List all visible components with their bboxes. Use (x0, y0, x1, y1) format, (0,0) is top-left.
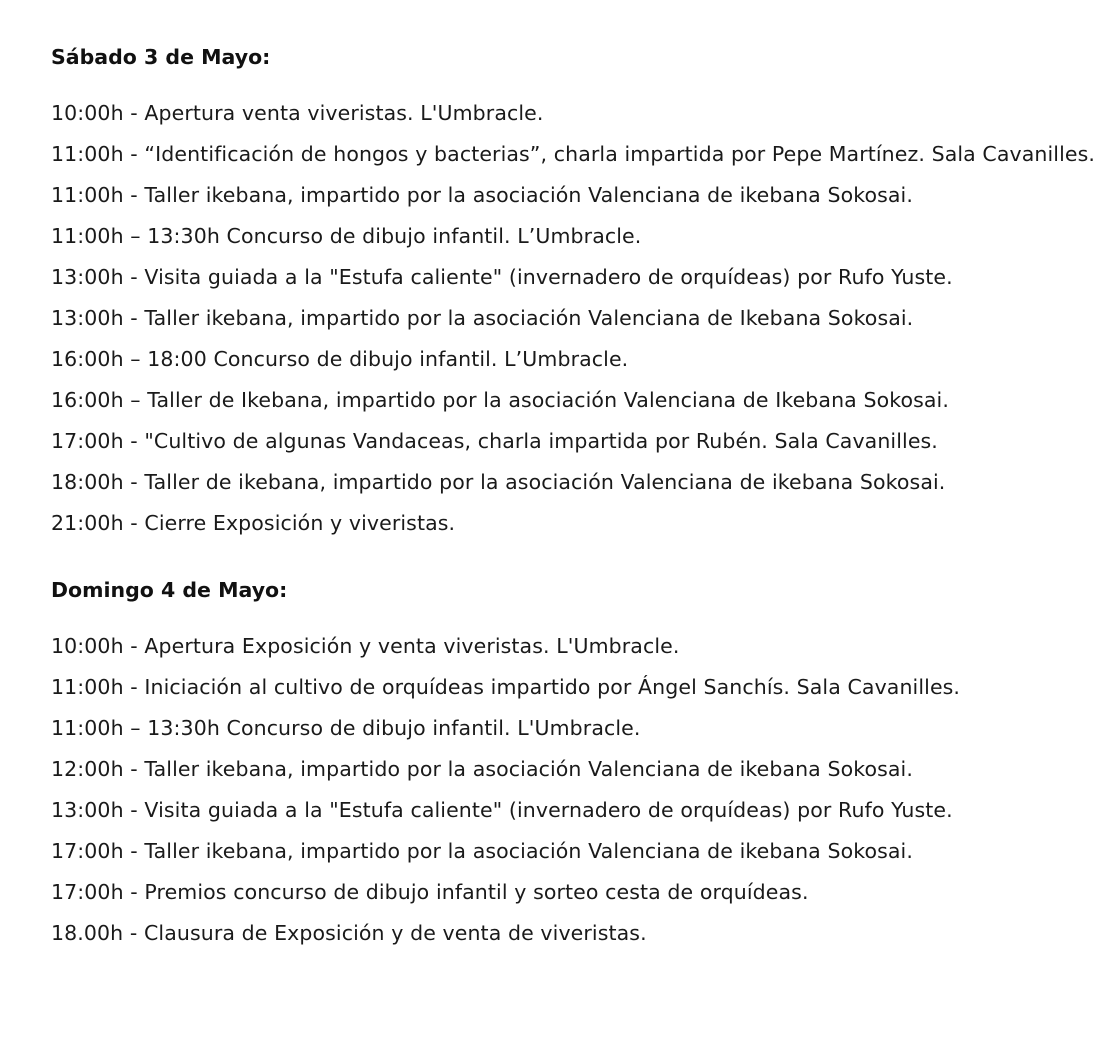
saturday-heading: Sábado 3 de Mayo: (51, 45, 271, 69)
saturday-event-list (51, 93, 1101, 544)
event-item: 10:00h - Apertura venta viveristas. L'Umbracle. (51, 101, 544, 125)
event-item: 21:00h - Cierre Exposición y viveristas. (51, 511, 456, 535)
event-item: 17:00h - Taller ikebana, impartido por la asociación Valenciana de ikebana Sokosai. (51, 839, 913, 863)
sunday-section (51, 573, 1101, 954)
event-item: 13:00h - Visita guiada a la "Estufa caliente" (invernadero de orquídeas) por Rufo Yuste. (51, 798, 953, 822)
saturday-section (51, 40, 1101, 544)
event-item: 13:00h - Visita guiada a la "Estufa caliente" (invernadero de orquídeas) por Rufo Yuste. (51, 265, 953, 289)
event-item: 18.00h - Clausura de Exposición y de venta de viveristas. (51, 921, 647, 945)
sunday-event-list (51, 626, 1101, 954)
event-item: 13:00h - Taller ikebana, impartido por la asociación Valenciana de Ikebana Sokosai. (51, 306, 914, 330)
event-item: 18:00h - Taller de ikebana, impartido por la asociación Valenciana de ikebana Sokosai. (51, 470, 946, 494)
event-item: 10:00h - Apertura Exposición y venta viveristas. L'Umbracle. (51, 634, 680, 658)
event-item: 11:00h – 13:30h Concurso de dibujo infantil. L’Umbracle. (51, 224, 642, 248)
event-item: 11:00h - Taller ikebana, impartido por la asociación Valenciana de ikebana Sokosai. (51, 183, 913, 207)
event-item: 12:00h - Taller ikebana, impartido por la asociación Valenciana de ikebana Sokosai. (51, 757, 913, 781)
event-item: 11:00h – 13:30h Concurso de dibujo infantil. L'Umbracle. (51, 716, 641, 740)
event-item: 17:00h - "Cultivo de algunas Vandaceas, charla impartida por Rubén. Sala Cavanilles. (51, 429, 938, 453)
event-item: 11:00h - Iniciación al cultivo de orquídeas impartido por Ángel Sanchís. Sala Cavanilles. (51, 675, 961, 699)
program-document (51, 40, 1101, 954)
event-item: 17:00h - Premios concurso de dibujo infantil y sorteo cesta de orquídeas. (51, 880, 809, 904)
event-item: 16:00h – Taller de Ikebana, impartido por la asociación Valenciana de Ikebana Sokosai. (51, 388, 949, 412)
event-item: 16:00h – 18:00 Concurso de dibujo infantil. L’Umbracle. (51, 347, 629, 371)
event-item: 11:00h - “Identificación de hongos y bacterias”, charla impartida por Pepe Martínez. Sala Cavanilles. (51, 142, 1095, 166)
sunday-heading: Domingo 4 de Mayo: (51, 578, 288, 602)
